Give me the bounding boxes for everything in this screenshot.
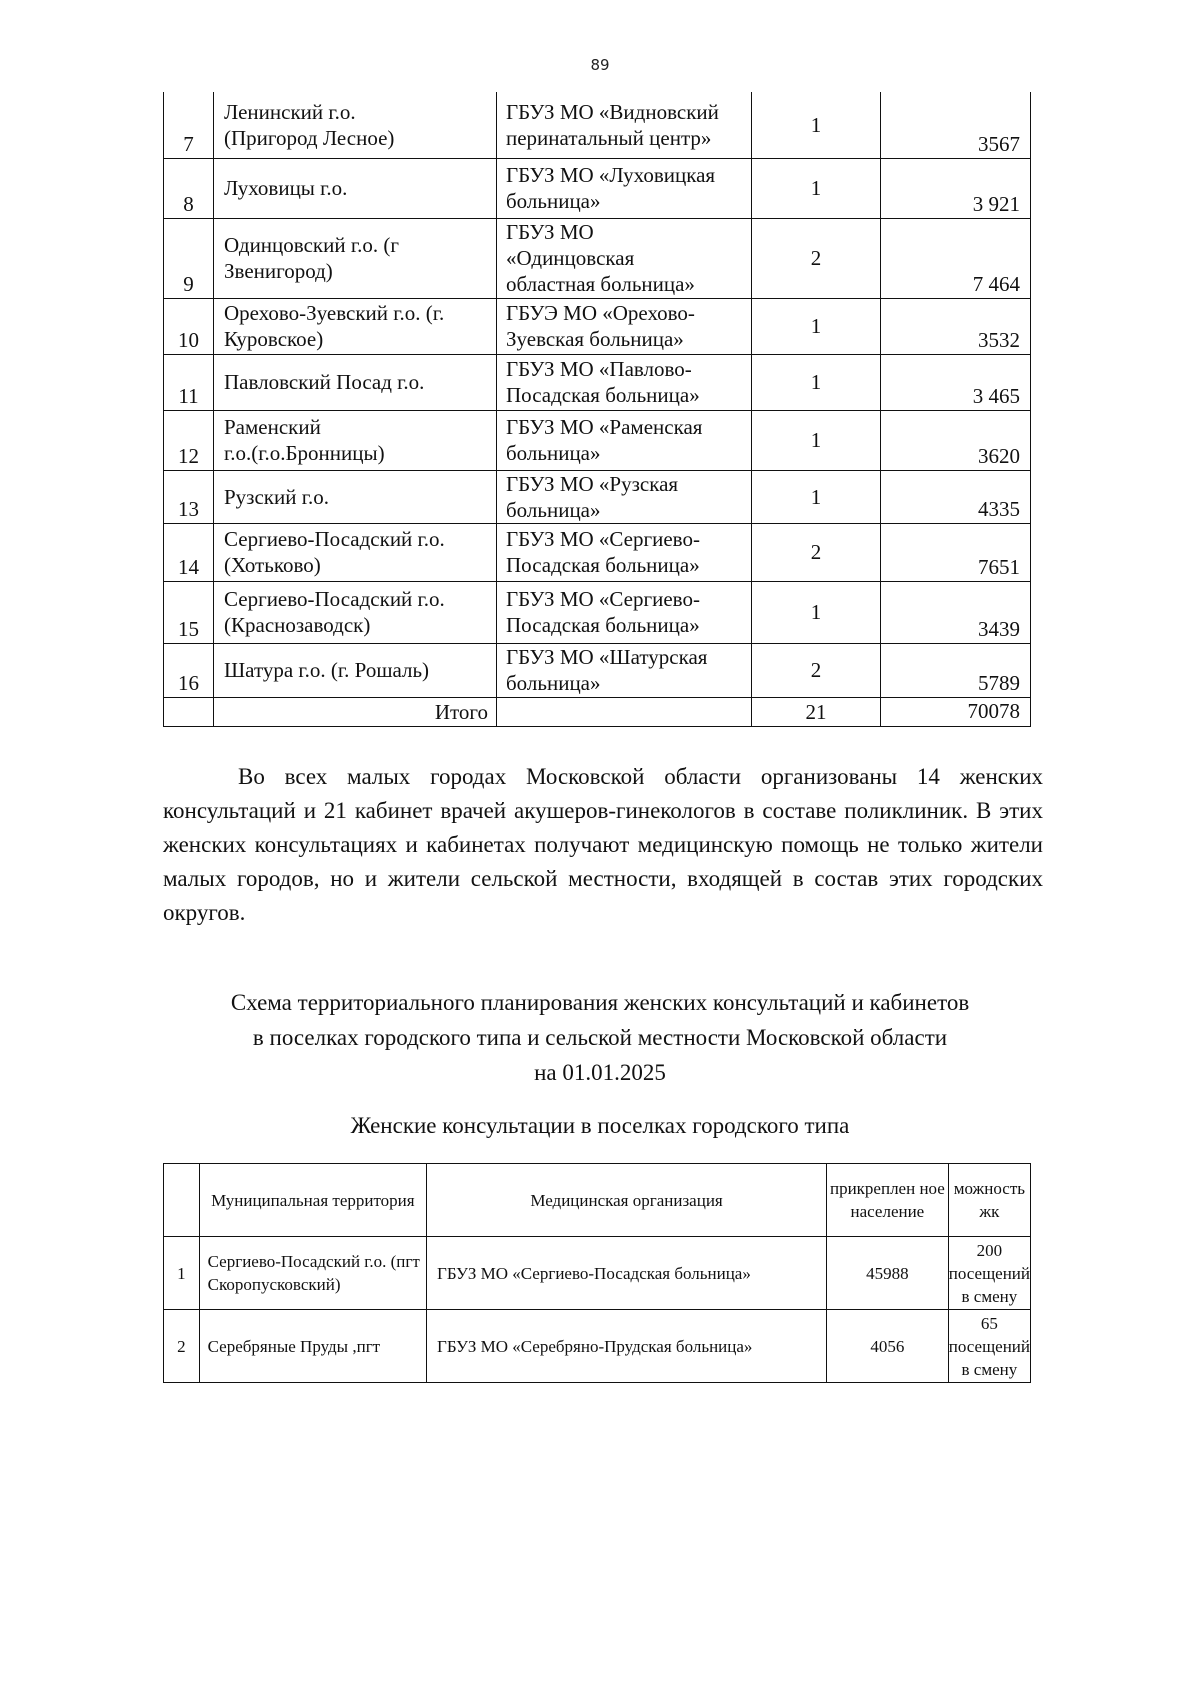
row-num: 13	[164, 470, 214, 523]
row-territory: Ленинский г.о. (Пригород Лесное)	[214, 92, 497, 158]
row-organization: ГБУЗ МО «Серебряно-Прудская больница»	[427, 1310, 827, 1383]
row-num: 9	[164, 218, 214, 298]
row-territory: Сергиево-Посадский г.о. (Краснозаводск)	[214, 581, 497, 643]
row-organization: ГБУЗ МО «Сергиево-Посадская больница»	[427, 1237, 827, 1310]
row-population: 3532	[881, 298, 1031, 354]
row-territory: Шатура г.о. (г. Рошаль)	[214, 643, 497, 697]
total-label: Итого	[214, 697, 497, 726]
row-organization: ГБУЗ МО «Павлово- Посадская больница»	[497, 354, 752, 410]
row-population: 3 921	[881, 158, 1031, 218]
row-num: 12	[164, 410, 214, 470]
row-office-count: 2	[752, 218, 881, 298]
row-num: 14	[164, 523, 214, 581]
row-organization: ГБУЗ МО «Видновский перинатальный центр»	[497, 92, 752, 158]
page-number: 89	[590, 56, 610, 74]
table-row	[164, 1310, 1031, 1383]
total-count: 21	[752, 697, 881, 726]
table-row	[164, 410, 1031, 470]
row-organization: ГБУЗ МО «Шатурская больница»	[497, 643, 752, 697]
row-organization: ГБУЗ МО «Раменская больница»	[497, 410, 752, 470]
row-capacity: 65 посещений в смену	[948, 1310, 1030, 1383]
row-office-count: 1	[752, 581, 881, 643]
table-row	[164, 158, 1031, 218]
row-territory: Одинцовский г.о. (г Звенигород)	[214, 218, 497, 298]
row-territory: Сергиево-Посадский г.о. (Хотьково)	[214, 523, 497, 581]
table-row	[164, 581, 1031, 643]
section-heading-line-1: Схема территориального планирования женских консультаций и кабинетов	[230, 990, 970, 1015]
row-population: 3 465	[881, 354, 1031, 410]
row-territory: Орехово-Зуевский г.о. (г. Куровское)	[214, 298, 497, 354]
row-office-count: 1	[752, 470, 881, 523]
row-organization: ГБУЗ МО «Одинцовская областная больница»	[497, 218, 752, 298]
row-office-count: 1	[752, 354, 881, 410]
table-row	[164, 92, 1031, 158]
row-organization: ГБУЗ МО «Луховицкая больница»	[497, 158, 752, 218]
total-row	[164, 697, 1031, 726]
row-num: 16	[164, 643, 214, 697]
row-office-count: 2	[752, 643, 881, 697]
row-population: 3567	[881, 92, 1031, 158]
total-num	[164, 697, 214, 726]
table-row	[164, 1237, 1031, 1310]
row-organization: ГБУЗ МО «Сергиево- Посадская больница»	[497, 581, 752, 643]
table-row	[164, 523, 1031, 581]
row-population: 3439	[881, 581, 1031, 643]
table-row	[164, 354, 1031, 410]
urban-settlements-table	[163, 1163, 1031, 1383]
row-territory: Павловский Посад г.о.	[214, 354, 497, 410]
row-organization: ГБУЗ МО «Сергиево- Посадская больница»	[497, 523, 752, 581]
row-num: 11	[164, 354, 214, 410]
row-office-count: 2	[752, 523, 881, 581]
row-num: 7	[164, 92, 214, 158]
row-num: 10	[164, 298, 214, 354]
row-office-count: 1	[752, 410, 881, 470]
table-row	[164, 298, 1031, 354]
header-num	[164, 1164, 200, 1237]
row-office-count: 1	[752, 158, 881, 218]
row-office-count: 1	[752, 92, 881, 158]
row-territory: Серебряные Пруды ,пгт	[199, 1310, 426, 1383]
row-num: 15	[164, 581, 214, 643]
header-population: прикреплен ное население	[827, 1164, 949, 1237]
row-territory: Раменский г.о.(г.о.Бронницы)	[214, 410, 497, 470]
table-row	[164, 470, 1031, 523]
row-population: 4335	[881, 470, 1031, 523]
table-row	[164, 218, 1031, 298]
row-num: 8	[164, 158, 214, 218]
header-capacity: можность жк	[948, 1164, 1030, 1237]
row-organization: ГБУЭ МО «Орехово- Зуевская больница»	[497, 298, 752, 354]
row-territory: Луховицы г.о.	[214, 158, 497, 218]
table-row	[164, 643, 1031, 697]
row-population: 5789	[881, 643, 1031, 697]
table-header-row	[164, 1164, 1031, 1237]
row-office-count: 1	[752, 298, 881, 354]
row-territory: Сергиево-Посадский г.о. (пгт Скоропусковский)	[199, 1237, 426, 1310]
small-towns-table	[163, 92, 1031, 727]
subheading: Женские консультации в поселках городского типа	[350, 1113, 850, 1138]
section-heading-line-2: в поселках городского типа и сельской местности Московской области	[252, 1025, 948, 1050]
header-organization: Медицинская организация	[427, 1164, 827, 1237]
summary-paragraph: Во всех малых городах Московской области организованы 14 женских консультаций и 21 кабинет врачей акушеров-гинекологов в составе поликлиник. В этих женских консультациях и кабинетах получают медицинскую помощь не только жители малых городов, но и жители сельской местности, входящей в состав этих городских округов.	[163, 764, 1043, 925]
row-population: 4056	[827, 1310, 949, 1383]
row-population: 7 464	[881, 218, 1031, 298]
total-org	[497, 697, 752, 726]
row-territory: Рузский г.о.	[214, 470, 497, 523]
row-organization: ГБУЗ МО «Рузская больница»	[497, 470, 752, 523]
row-num: 2	[164, 1310, 200, 1383]
section-heading-date: на 01.01.2025	[534, 1060, 666, 1085]
row-num: 1	[164, 1237, 200, 1310]
row-population: 3620	[881, 410, 1031, 470]
row-population: 45988	[827, 1237, 949, 1310]
total-population: 70078	[881, 697, 1031, 726]
row-population: 7651	[881, 523, 1031, 581]
header-territory: Муниципальная территория	[199, 1164, 426, 1237]
row-capacity: 200 посещений в смену	[948, 1237, 1030, 1310]
